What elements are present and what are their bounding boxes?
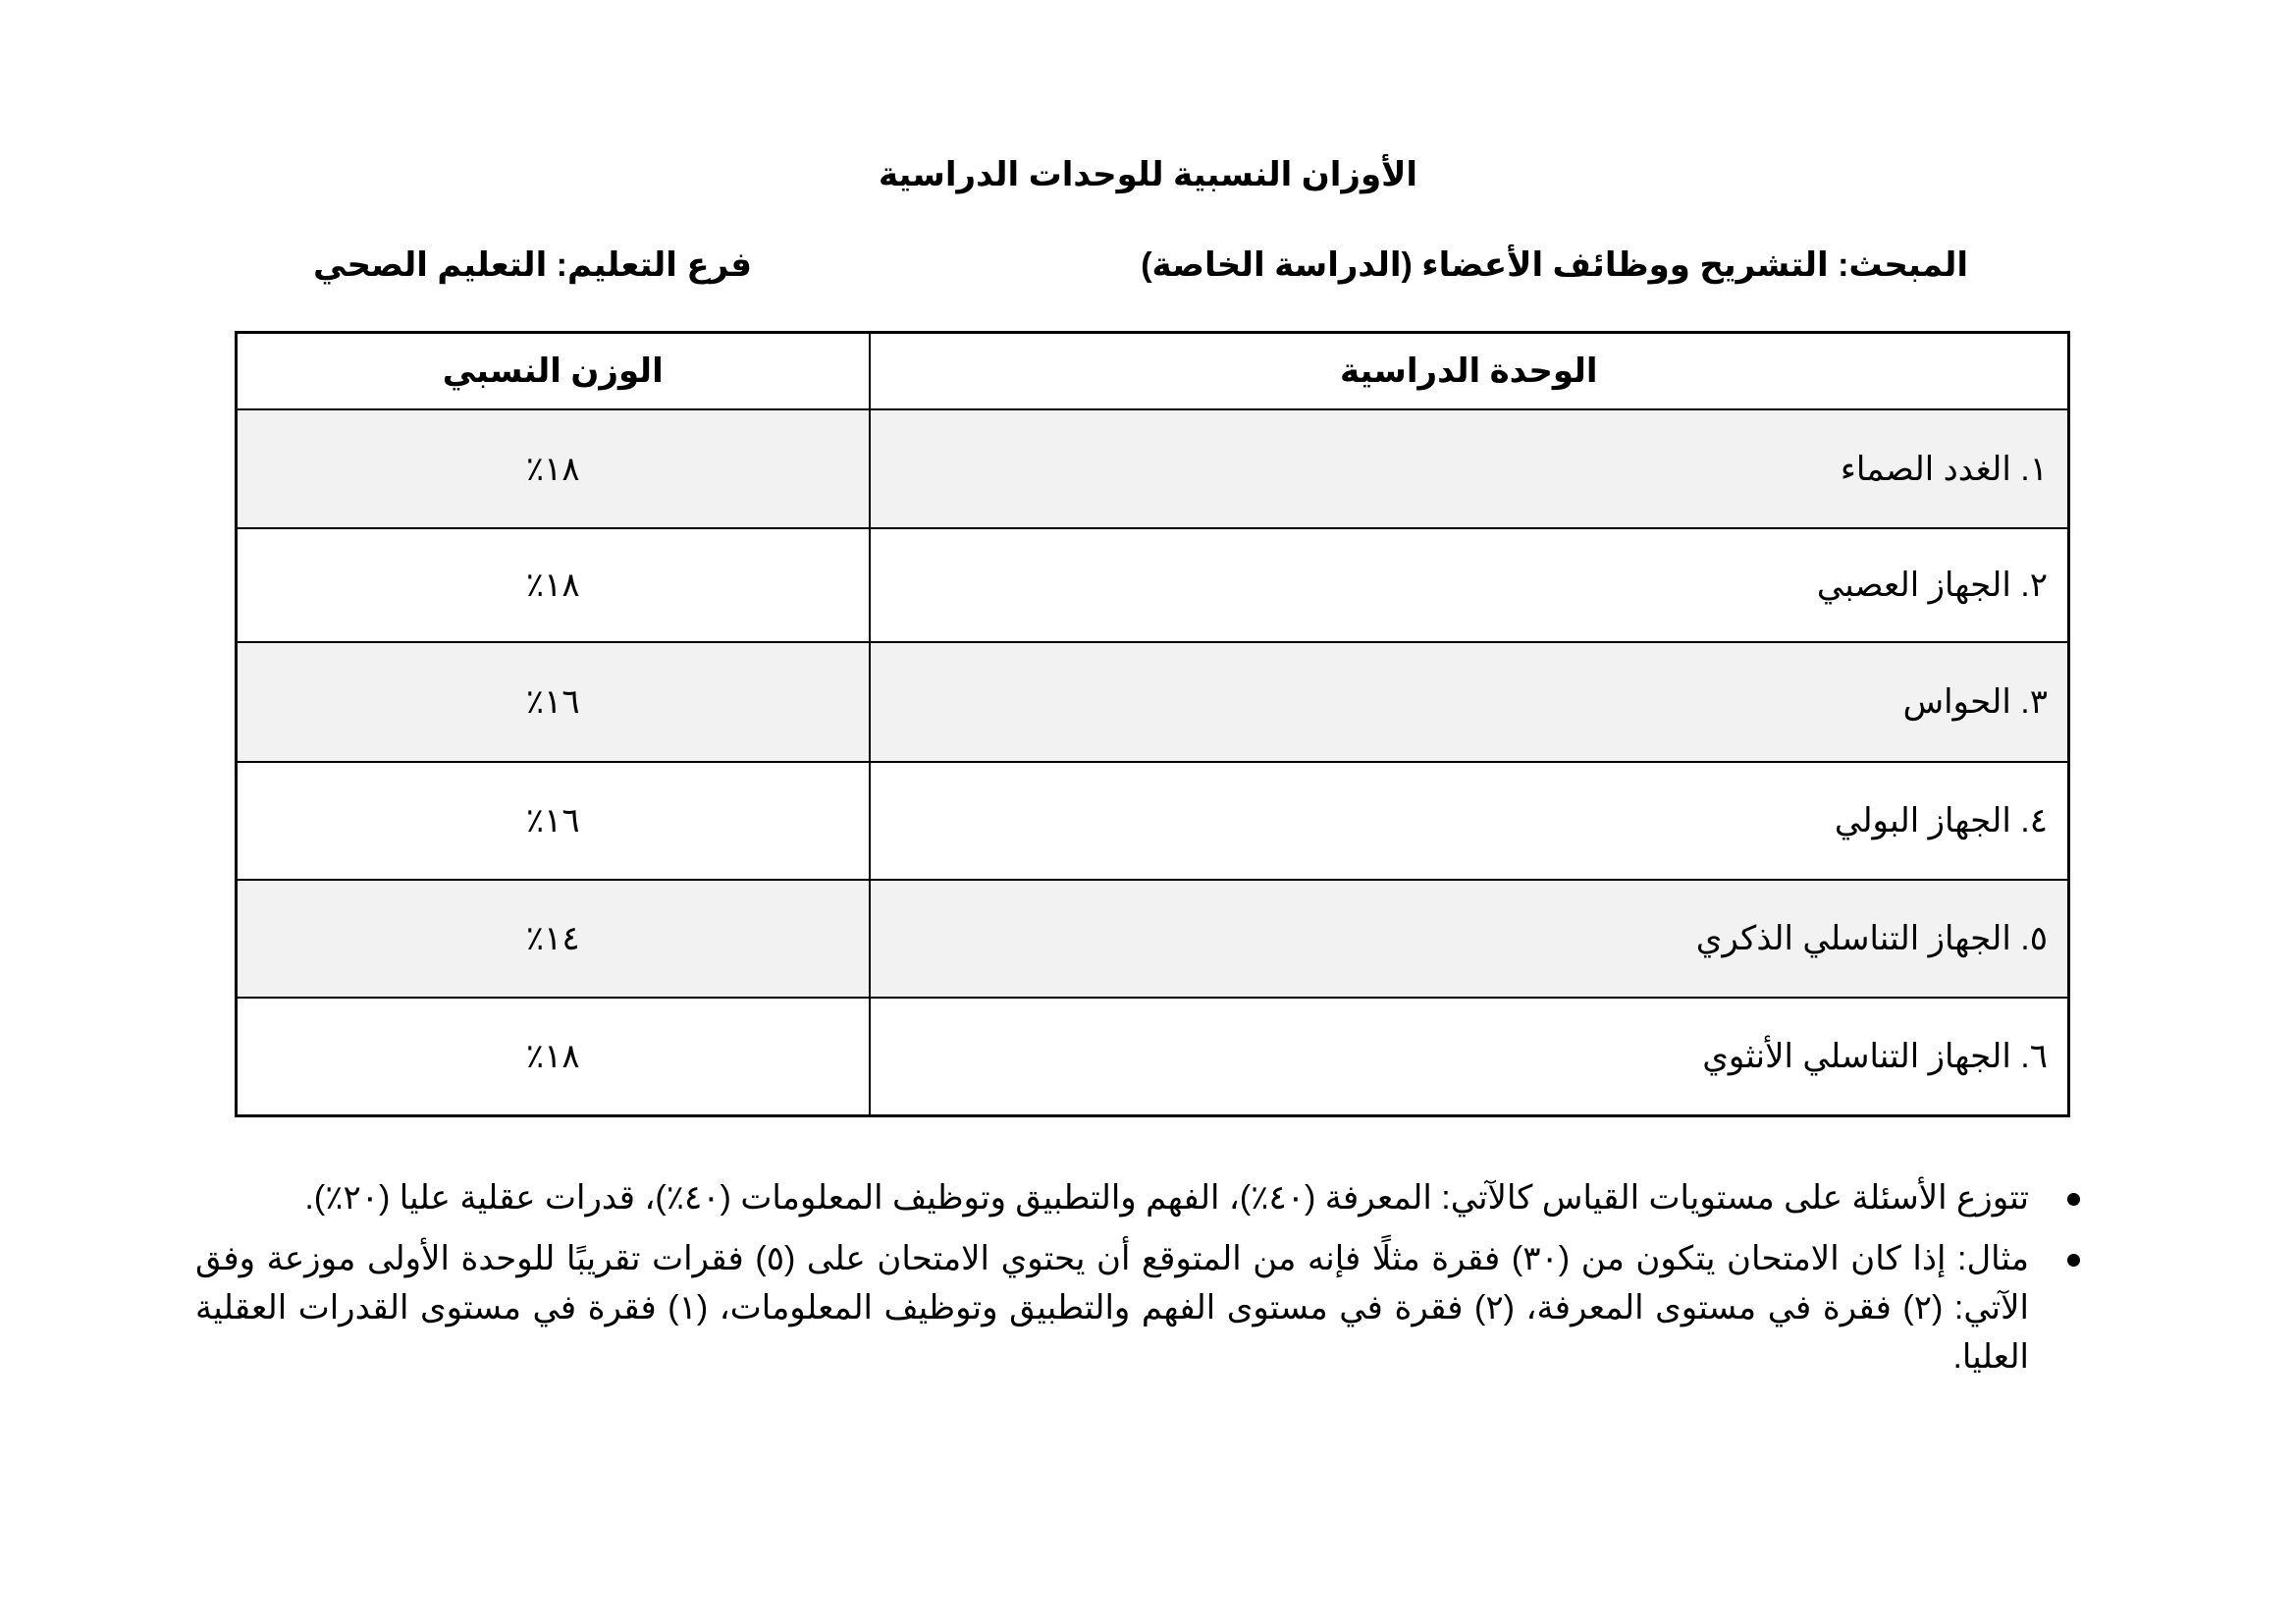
unit-weight: ١٨٪ — [237, 528, 870, 642]
table-row — [237, 998, 2069, 1115]
note-text: تتوزع الأسئلة على مستويات القياس كالآتي: المعرفة (٤٠٪)، الفهم والتطبيق وتوظيف المعلومات (٤٠٪)، قدرات عقلية عليا (٢٠٪). — [304, 1179, 2029, 1217]
unit-name: ٦. الجهاز التناسلي الأنثوي — [870, 998, 2069, 1115]
unit-weight: ١٦٪ — [237, 642, 870, 762]
bullet-icon — [2067, 1193, 2080, 1206]
branch-label: فرع التعليم: التعليم الصحي — [313, 246, 752, 284]
note-item — [195, 1234, 2080, 1381]
table-row — [237, 762, 2069, 880]
table-header-row — [237, 333, 2069, 410]
unit-name: ١. الغدد الصماء — [870, 409, 2069, 528]
table-row — [237, 880, 2069, 998]
table-row — [237, 642, 2069, 762]
unit-weight: ١٨٪ — [237, 409, 870, 528]
unit-name: ٤. الجهاز البولي — [870, 762, 2069, 880]
table-row — [237, 528, 2069, 642]
note-text: مثال: إذا كان الامتحان يتكون من (٣٠) فقرة مثلًا فإنه من المتوقع أن يحتوي الامتحان على (٥) فقرات تقريبًا للوحدة الأولى موزعة وفق الآتي: (٢) فقرة في مستوى المعرفة، (٢) فقرة في مستوى الفهم والتطبيق وتوظيف المعلومات، (١) فقرة في مستوى القدرات العقلية العليا. — [195, 1240, 2029, 1376]
unit-name: ٥. الجهاز التناسلي الذكري — [870, 880, 2069, 998]
unit-name: ٢. الجهاز العصبي — [870, 528, 2069, 642]
weights-table — [235, 331, 2070, 1117]
unit-weight: ١٤٪ — [237, 880, 870, 998]
unit-name: ٣. الحواس — [870, 642, 2069, 762]
unit-weight: ١٦٪ — [237, 762, 870, 880]
header-weight: الوزن النسبي — [237, 333, 870, 410]
subject-label: المبحث: التشريح ووظائف الأعضاء (الدراسة الخاصة) — [1141, 246, 1968, 284]
header-unit: الوحدة الدراسية — [870, 333, 2069, 410]
page-title: الأوزان النسبية للوحدات الدراسية — [878, 156, 1418, 193]
bullet-icon — [2067, 1254, 2080, 1267]
unit-weight: ١٨٪ — [237, 998, 870, 1115]
table-row — [237, 409, 2069, 528]
notes-list — [195, 1173, 2080, 1393]
note-item — [195, 1173, 2080, 1222]
